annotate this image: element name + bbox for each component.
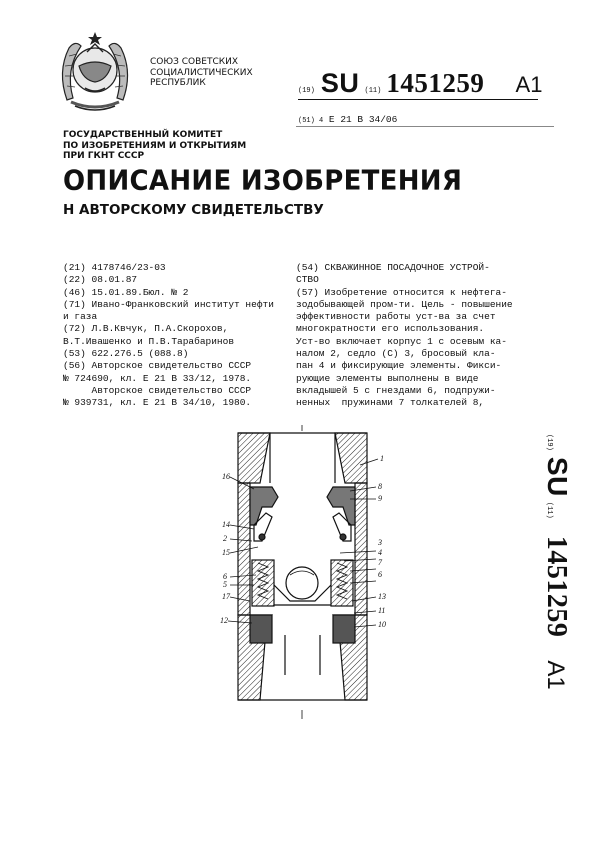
patent-number-vertical: 1451259: [541, 535, 572, 638]
committee-line: ПРИ ГКНТ СССР: [63, 151, 145, 161]
patent-number-heading: [298, 68, 542, 98]
figure-label: 7: [378, 558, 382, 567]
abstract-block: [296, 262, 568, 410]
inid-51: (51) 4: [298, 117, 324, 125]
bibliography-line: (46) 15.01.89.Бюл. № 2: [63, 286, 189, 298]
figure-label: 5: [223, 580, 227, 589]
abstract-line: (57) Изобретение относится к нефтега-: [296, 286, 507, 298]
committee-line: ПО ИЗОБРЕТЕНИЯМ И ОТКРЫТИЯМ: [63, 140, 247, 151]
bibliography-line: (22) 08.01.87: [63, 274, 138, 286]
ipc-code: Е 21 В 34/06: [328, 114, 398, 125]
abstract-line: рующие элементы выполнены в виде: [296, 372, 479, 384]
figure-label: 16: [222, 472, 230, 481]
committee-line: ГОСУДАРСТВЕННЫЙ КОМИТЕТ: [63, 130, 223, 140]
vertical-patent-number: [523, 434, 573, 704]
abstract-line: (54) СКВАЖИННОЕ ПОСАДОЧНОЕ УСТРОЙ-: [296, 262, 490, 273]
figure-label: 14: [222, 520, 230, 529]
abstract-line: налом 2, седло (С) 3, бросовый кла-: [296, 348, 496, 360]
issuing-state-line: СОЦИАЛИСТИЧЕСКИХ: [150, 67, 253, 78]
document-subtitle: Н АВТОРСКОМУ СВИДЕТЕЛЬСТВУ: [63, 202, 324, 218]
figure-label: 6: [378, 570, 382, 579]
committee-name: [63, 130, 293, 162]
figure-label: 6: [223, 572, 227, 581]
figure-label: 1: [380, 454, 384, 463]
inid-11: (11): [364, 87, 382, 95]
bibliography-line: и газа: [63, 311, 98, 323]
figure-label: 17: [222, 592, 230, 601]
figure-label: 12: [220, 616, 228, 625]
figure-label: 4: [378, 548, 382, 557]
inid-19-vertical: (19): [545, 434, 553, 451]
bibliography-line: (71) Ивано-Франковский институт нефти: [63, 298, 274, 310]
figure-label: 11: [378, 606, 386, 615]
bibliography-block: [63, 262, 303, 410]
bibliography-line: (72) Л.В.Квчук, П.А.Скорохов,: [63, 323, 229, 335]
figure-label: 13: [378, 592, 386, 601]
bibliography-line: Авторское свидетельство СССР: [63, 384, 252, 396]
abstract-line: СТВО: [296, 274, 319, 286]
header-rule: [298, 99, 538, 100]
bibliography-line: (56) Авторское свидетельство СССР: [63, 360, 252, 372]
issuing-state-line: СОЮЗ СОВЕТСКИХ: [150, 57, 239, 67]
inid-11-vertical: (11): [545, 501, 553, 519]
abstract-line: пан 4 и фиксирующие элементы. Фикси-: [296, 360, 502, 372]
figure-label: 3: [378, 538, 382, 547]
ipc-rule: [296, 126, 554, 127]
device-drawing: [210, 425, 395, 720]
bibliography-line: № 939731, кл. Е 21 В 34/10, 1980.: [63, 397, 252, 409]
bibliography-line: № 724690, кл. Е 21 В 33/12, 1978.: [63, 372, 252, 384]
bibliography-line: В.Т.Ивашенко и П.В.Тарабаринов: [63, 335, 235, 347]
abstract-line: вкладышей 5 с гнездами 6, подпружи-: [296, 384, 496, 396]
figure-label: 10: [378, 620, 386, 629]
patent-number: 1451259: [386, 68, 485, 98]
abstract-line: Уст-во включает корпус 1 с осевым ка-: [296, 335, 507, 347]
abstract-line: многократности его использования.: [296, 323, 485, 335]
patent-country-vertical: SU: [542, 456, 573, 497]
inid-19: (19): [298, 87, 315, 95]
abstract-line: эффективности работы уст-ва за счет: [296, 311, 496, 323]
bibliography-line: (21) 4178746/23-03: [63, 262, 166, 273]
abstract-line: ненных пружинами 7 толкателей 8,: [296, 397, 485, 409]
patent-kind-vertical: A1: [542, 660, 569, 690]
figure-label: 8: [378, 482, 382, 491]
figure-label: 9: [378, 494, 382, 503]
abstract-line: зодобывающей пром-ти. Цель - повышение: [296, 298, 513, 310]
ussr-emblem-icon: [55, 30, 135, 114]
patent-country: SU: [320, 68, 360, 98]
figure-label: 2: [223, 534, 227, 543]
issuing-state: [150, 57, 260, 89]
patent-kind: A1: [515, 72, 543, 97]
ipc-classification: [298, 114, 397, 125]
bibliography-line: (53) 622.276.5 (088.8): [63, 348, 189, 360]
document-title: ОПИСАНИЕ ИЗОБРЕТЕНИЯ: [63, 165, 463, 197]
issuing-state-line: РЕСПУБЛИК: [150, 78, 206, 88]
figure-label: 15: [222, 548, 230, 557]
